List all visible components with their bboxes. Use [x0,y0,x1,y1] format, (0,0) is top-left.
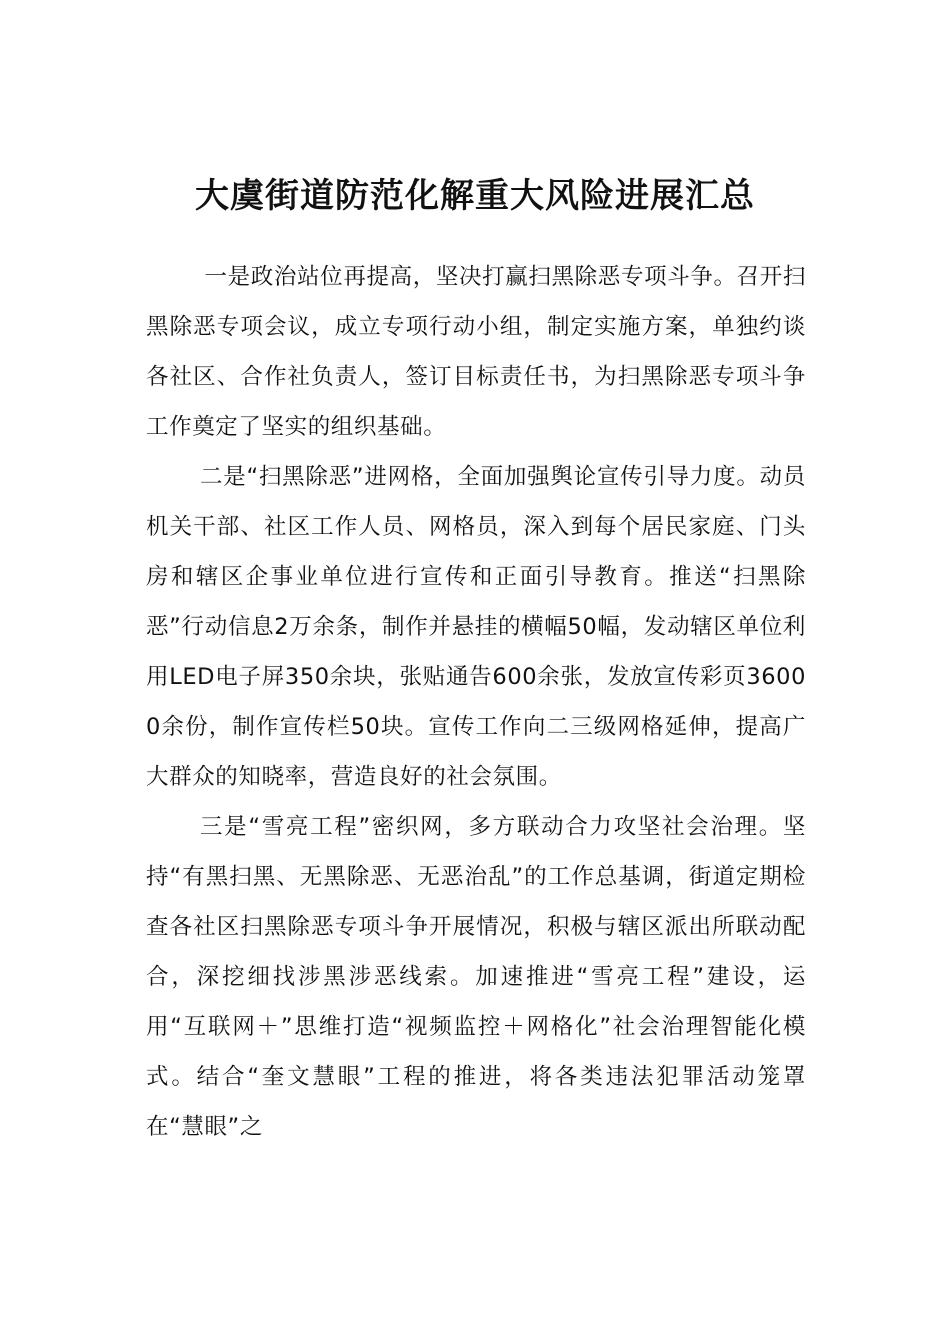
paragraph-2: 二是“扫黑除恶”进网格，全面加强舆论宣传引导力度。动员机关干部、社区工作人员、网格员，深入到每个居民家庭、门头房和辖区企事业单位进行宣传和正面引导教育。推送“扫黑除恶”行动信息2万余条，制作并悬挂的横幅50幅，发动辖区单位利用LED电子屏350余块，张贴通告600余张，发放宣传彩页36000余份，制作宣传栏50块。宣传工作向二三级网格延伸，提高广大群众的知晓率，营造良好的社会氛围。 [146,464,806,790]
document-body [146,252,806,1152]
document-title: 大虞街道防范化解重大风险进展汇总 [195,176,755,216]
paragraph-3: 三是“雪亮工程”密织网，多方联动合力攻坚社会治理。坚持“有黑扫黑、无黑除恶、无恶治乱”的工作总基调，街道定期检查各社区扫黑除恶专项斗争开展情况，积极与辖区派出所联动配合，深挖细找涉黑涉恶线索。加速推进“雪亮工程”建设，运用“互联网＋”思维打造“视频监控＋网格化”社会治理智能化模式。结合“奎文慧眼”工程的推进，将各类违法犯罪活动笼罩在“慧眼”之 [146,814,806,1140]
paragraph-1: 一是政治站位再提高，坚决打赢扫黑除恶专项斗争。召开扫黑除恶专项会议，成立专项行动小组，制定实施方案，单独约谈各社区、合作社负责人，签订目标责任书，为扫黑除恶专项斗争工作奠定了坚实的组织基础。 [146,264,806,440]
